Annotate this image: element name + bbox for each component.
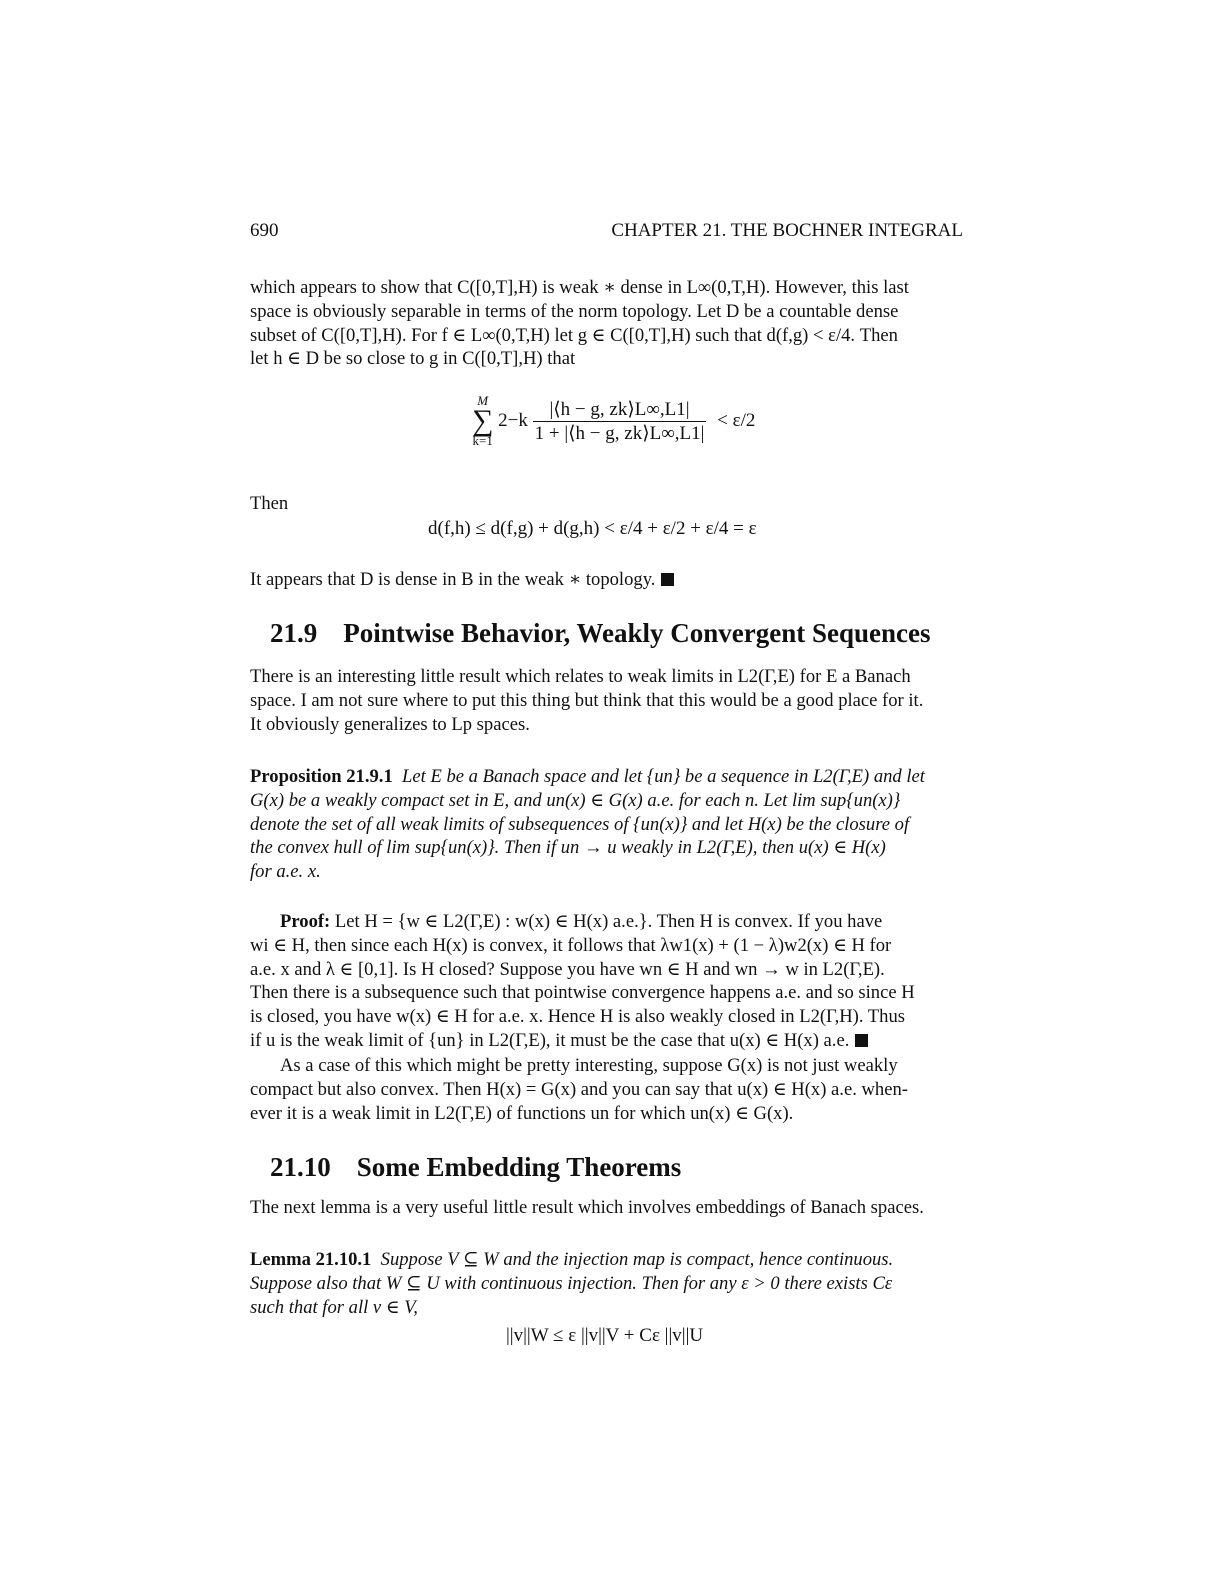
text-line: As a case of this which might be pretty interesting, suppose G(x) is not just weakly: [280, 1055, 898, 1076]
section-title: Pointwise Behavior, Weakly Convergent Sequences: [343, 618, 931, 648]
running-head: [250, 219, 963, 243]
proof-block: [250, 910, 963, 1053]
text-line: Then there is a subsequence such that pointwise convergence happens a.e. and so since H: [250, 982, 915, 1004]
text-line: for a.e. x.: [250, 861, 321, 883]
text-line: Suppose V ⊆ W and the injection map is compact, hence continuous.: [380, 1249, 894, 1270]
text-line: if u is the weak limit of {un} in L2(Γ,E), it must be the case that u(x) ∈ H(x) a.e.: [250, 1029, 850, 1051]
sum-fraction: [533, 398, 707, 445]
section-21-9-intro: [250, 665, 963, 736]
text-line: denote the set of all weak limits of subsequences of {un(x)} and let H(x) be the closure of: [250, 813, 910, 835]
proof-label: Proof:: [280, 911, 331, 932]
sum-factor: 2−k: [498, 410, 528, 431]
text-line: subset of C([0,T],H). For f ∈ L∞(0,T,H) let g ∈ C([0,T],H) such that d(f,g) < ε/4. Then: [250, 324, 898, 346]
summation: M ∑ k=1: [472, 393, 494, 448]
chapter-title: CHAPTER 21. THE BOCHNER INTEGRAL: [611, 220, 963, 241]
text-line: Let H = {w ∈ L2(Γ,E) : w(x) ∈ H(x) a.e.}. Then H is convex. If you have: [334, 911, 883, 932]
text-line: The next lemma is a very useful little result which involves embeddings of Banach spaces.: [250, 1197, 924, 1218]
section-heading-21-10: [270, 1151, 681, 1183]
equation-metric: d(f,h) ≤ d(f,g) + d(g,h) < ε/4 + ε/2 + ε/4 = ε: [428, 518, 757, 539]
intro-paragraph: [250, 276, 963, 371]
section-number: 21.9: [270, 618, 318, 648]
text-line: compact but also convex. Then H(x) = G(x) and you can say that u(x) ∈ H(x) a.e. when-: [250, 1078, 908, 1100]
text-line: space is obviously separable in terms of the norm topology. Let D be a countable dense: [250, 300, 899, 322]
text-line: space. I am not sure where to put this thing but think that this would be a good place for it.: [250, 689, 924, 711]
lemma-label: Lemma 21.10.1: [250, 1249, 372, 1270]
equation-sum: [472, 394, 755, 448]
lemma-block: [250, 1248, 963, 1319]
remark-block: [250, 1054, 963, 1125]
fraction-denominator: 1 + |⟨h − g, zk⟩L∞,L1|: [534, 422, 705, 444]
lemma-equation: ||v||W ≤ ε ||v||V + Cε ||v||U: [506, 1325, 704, 1346]
text-line: It obviously generalizes to Lp spaces.: [250, 713, 530, 735]
qed-square-icon: [661, 573, 674, 586]
text-line: is closed, you have w(x) ∈ H for a.e. x. Hence H is also weakly closed in L2(Γ,H). Thus: [250, 1006, 905, 1028]
text-line: wi ∈ H, then since each H(x) is convex, it follows that λw1(x) + (1 − λ)w2(x) ∈ H for: [250, 934, 892, 956]
text-line: There is an interesting little result which relates to weak limits in L2(Γ,E) for E a Banach: [250, 666, 911, 687]
text-line: ever it is a weak limit in L2(Γ,E) of functions un for which un(x) ∈ G(x).: [250, 1102, 794, 1124]
text-line: a.e. x and λ ∈ [0,1]. Is H closed? Suppose you have wn ∈ H and wn → w in L2(Γ,E).: [250, 958, 885, 980]
qed-square-icon: [855, 1034, 868, 1047]
text-line: let h ∈ D be so close to g in C([0,T],H) that: [250, 348, 576, 370]
text-line: Let E be a Banach space and let {un} be a sequence in L2(Γ,E) and let: [402, 766, 925, 787]
section-number: 21.10: [270, 1152, 331, 1182]
conclusion-block: [250, 568, 963, 592]
text-line: Suppose also that W ⊆ U with continuous injection. Then for any ε > 0 there exists Cε: [250, 1272, 893, 1294]
text-line: such that for all v ∈ V,: [250, 1296, 418, 1318]
text-line: which appears to show that C([0,T],H) is weak ∗ dense in L∞(0,T,H). However, this last: [250, 277, 909, 298]
proposition-label: Proposition 21.9.1: [250, 766, 393, 787]
page-number: 690: [250, 220, 279, 241]
sum-upper-limit: M: [477, 393, 489, 408]
sum-lower-limit: k=1: [472, 433, 493, 448]
text-line: the convex hull of lim sup{un(x)}. Then if un → u weakly in L2(Γ,E), then u(x) ∈ H(x): [250, 837, 886, 859]
then-label: Then: [250, 493, 289, 514]
text-line: G(x) be a weakly compact set in E, and un(x) ∈ G(x) a.e. for each n. Let lim sup{un(x)}: [250, 789, 901, 811]
page: [250, 0, 963, 1584]
inequality-rhs: < ε/2: [717, 410, 756, 431]
then-label-block: [250, 492, 963, 516]
section-21-10-intro: [250, 1196, 963, 1220]
proposition-block: [250, 765, 963, 884]
conclusion-text: It appears that D is dense in B in the weak ∗ topology.: [250, 569, 656, 590]
fraction-numerator: |⟨h − g, zk⟩L∞,L1|: [533, 398, 707, 422]
section-heading-21-9: [270, 617, 931, 649]
section-title: Some Embedding Theorems: [356, 1152, 682, 1182]
